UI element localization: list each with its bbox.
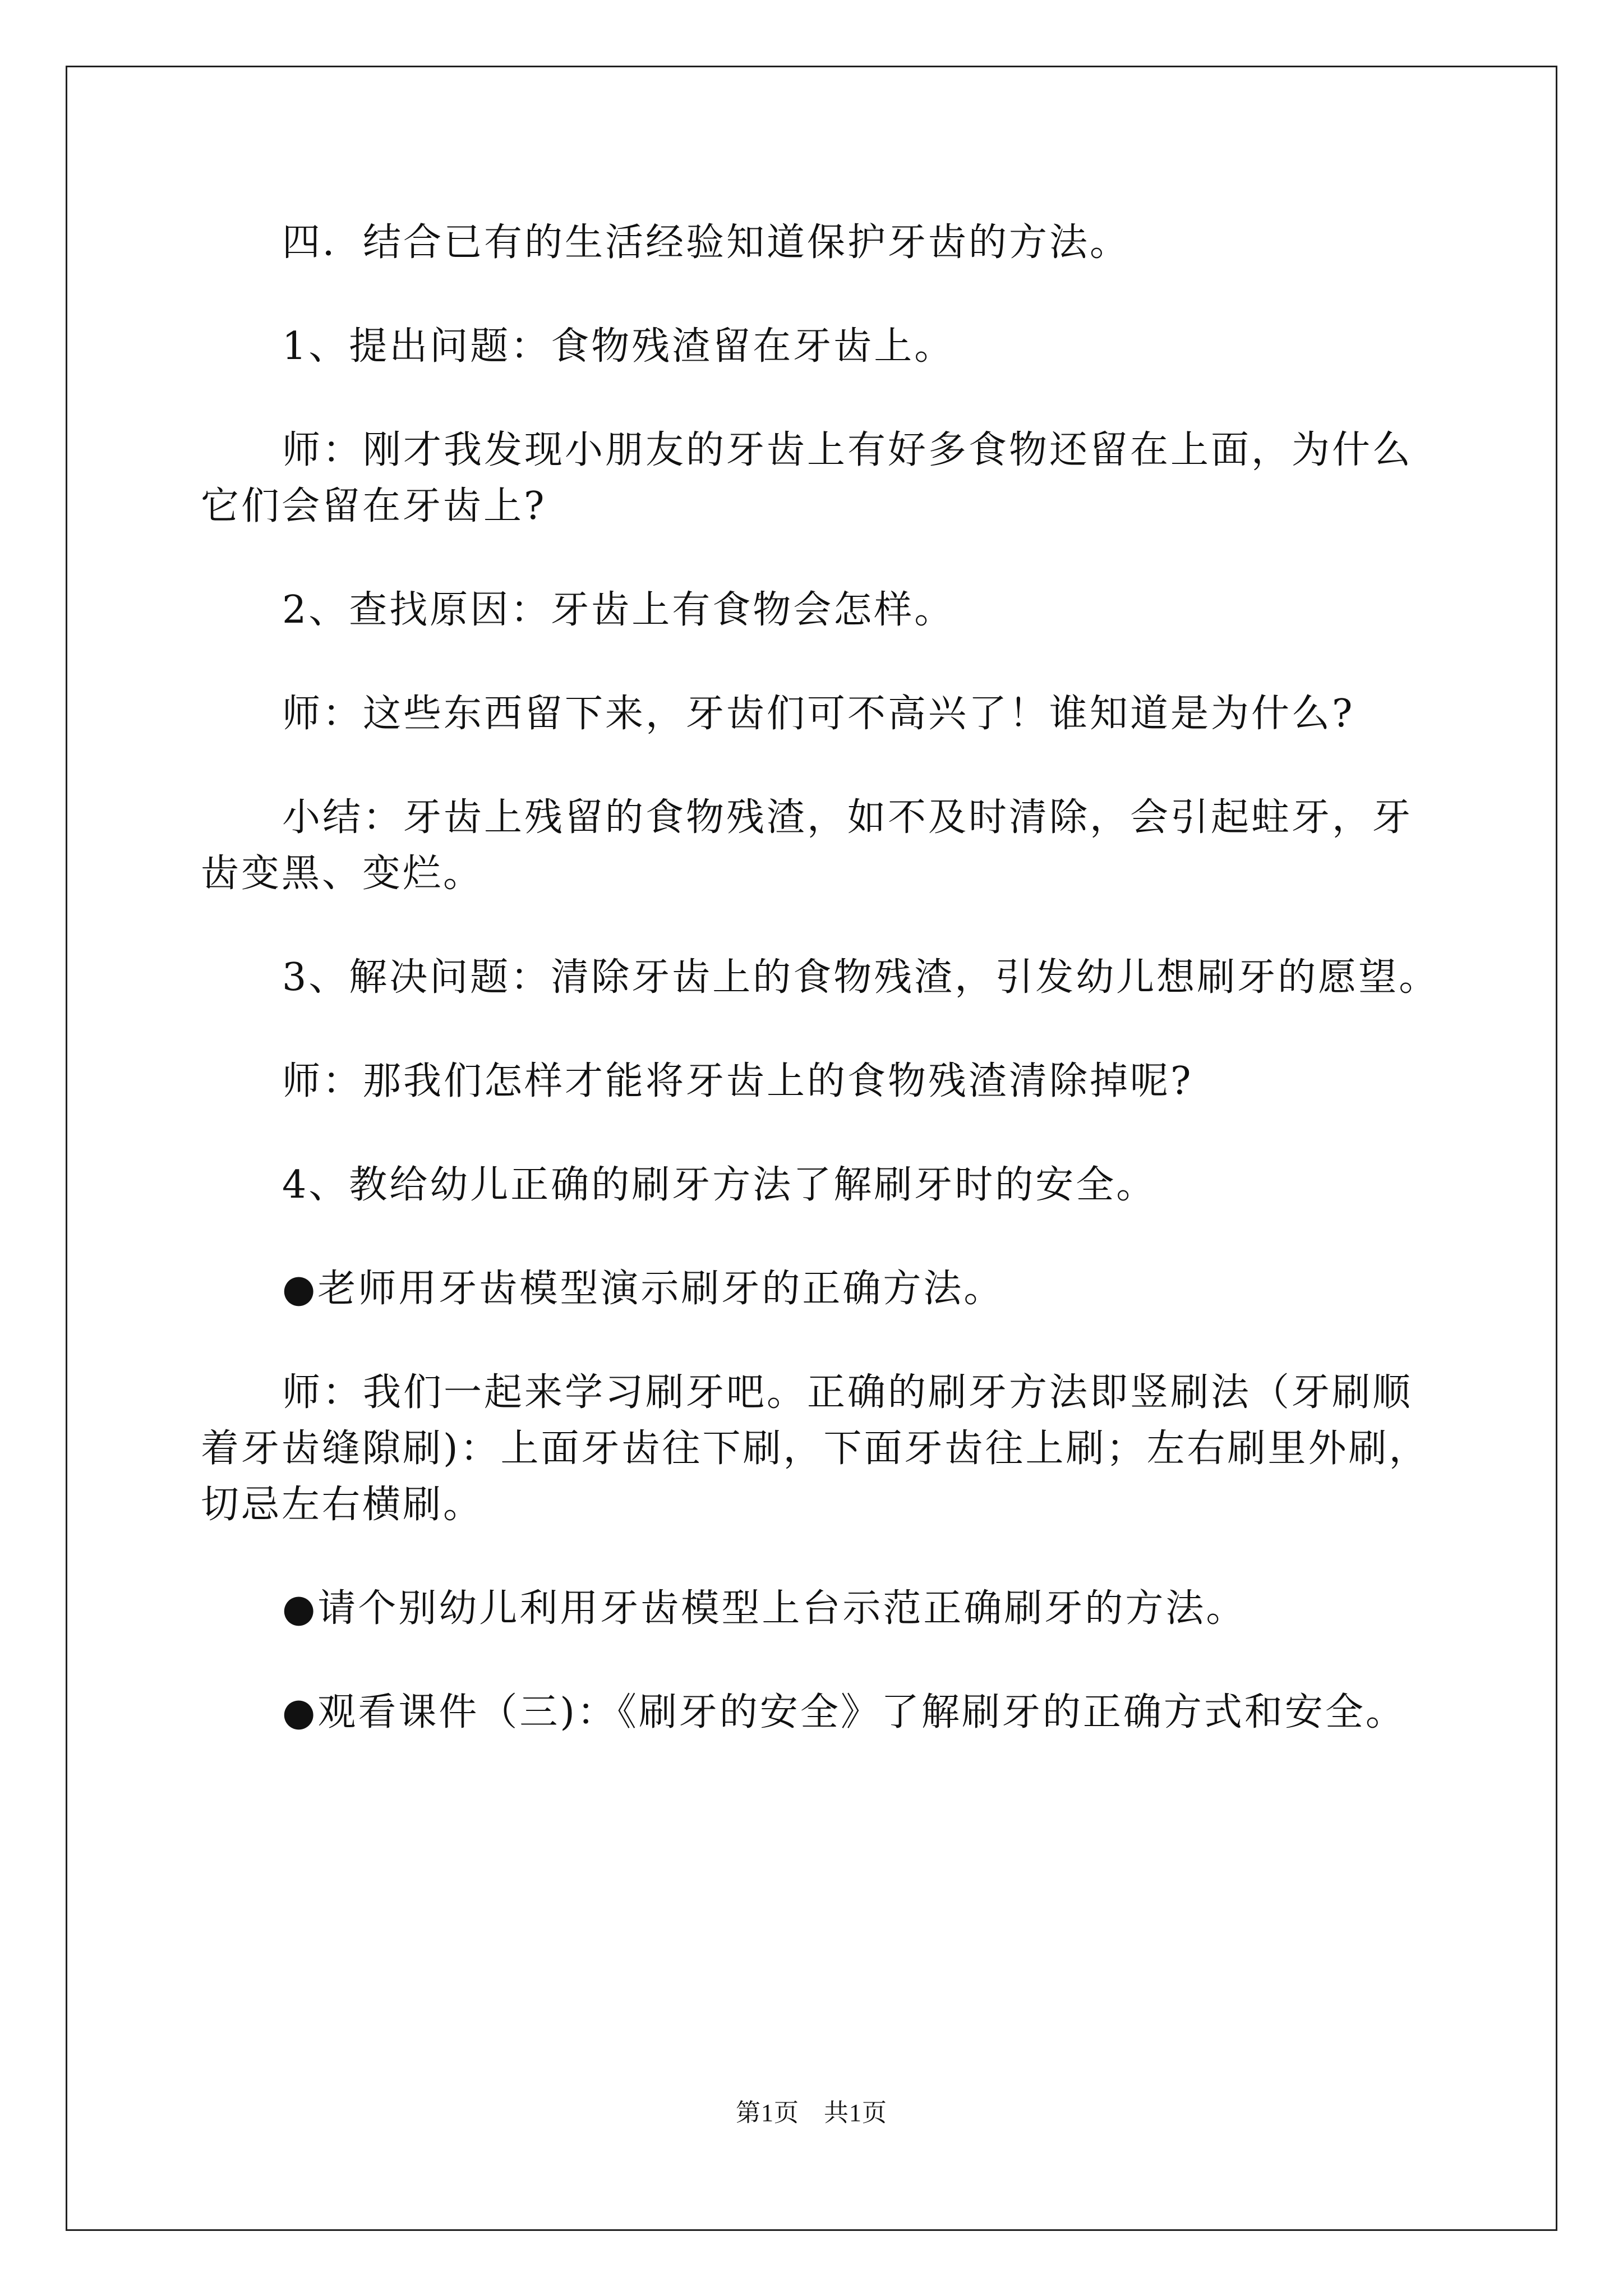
paragraph-step-2: 2、查找原因：牙齿上有食物会怎样。 [282,588,955,632]
paragraph-bullet-children-demo: ●请个别幼儿利用牙齿模型上台示范正确刷牙的方法。 [282,1586,1247,1631]
page-total: 共1页 [824,2099,887,2127]
paragraph-section-heading: 四．结合已有的生活经验知道保护牙齿的方法。 [282,220,1131,265]
paragraph-bullet-demo: ●老师用牙齿模型演示刷牙的正确方法。 [282,1267,1004,1311]
page-footer [0,2092,1623,2128]
paragraph-step-1: 1、提出问题：食物残渣留在牙齿上。 [282,324,955,369]
document-body [201,215,1440,1788]
paragraph-step-3: 3、解决问题：清除牙齿上的食物残渣，引发幼儿想刷牙的愿望。 [282,955,1440,1000]
page-number: 第1页 [736,2099,799,2127]
paragraph-summary: 小结：牙齿上残留的食物残渣，如不及时清除，会引起蛀牙，牙齿变黑、变烂。 [201,795,1413,896]
paragraph-bullet-courseware: ●观看课件（三)：《刷牙的安全》了解刷牙的正确方式和安全。 [282,1690,1406,1734]
paragraph-teacher-question-2: 师：这些东西留下来，牙齿们可不高兴了！谁知道是为什么? [282,692,1355,736]
paragraph-teacher-instruction: 师：我们一起来学习刷牙吧。正确的刷牙方法即竖刷法（牙刷顺着牙齿缝隙刷)：上面牙齿往下刷，下面牙齿往上刷；左右刷里外刷，切忌左右横刷。 [201,1370,1430,1527]
paragraph-teacher-question-3: 师：那我们怎样才能将牙齿上的食物残渣清除掉呢? [282,1059,1193,1103]
paragraph-step-4: 4、教给幼儿正确的刷牙方法了解刷牙时的安全。 [282,1163,1157,1207]
paragraph-teacher-question-1: 师：刚才我发现小朋友的牙齿上有好多食物还留在上面，为什么它们会留在牙齿上? [201,428,1413,528]
